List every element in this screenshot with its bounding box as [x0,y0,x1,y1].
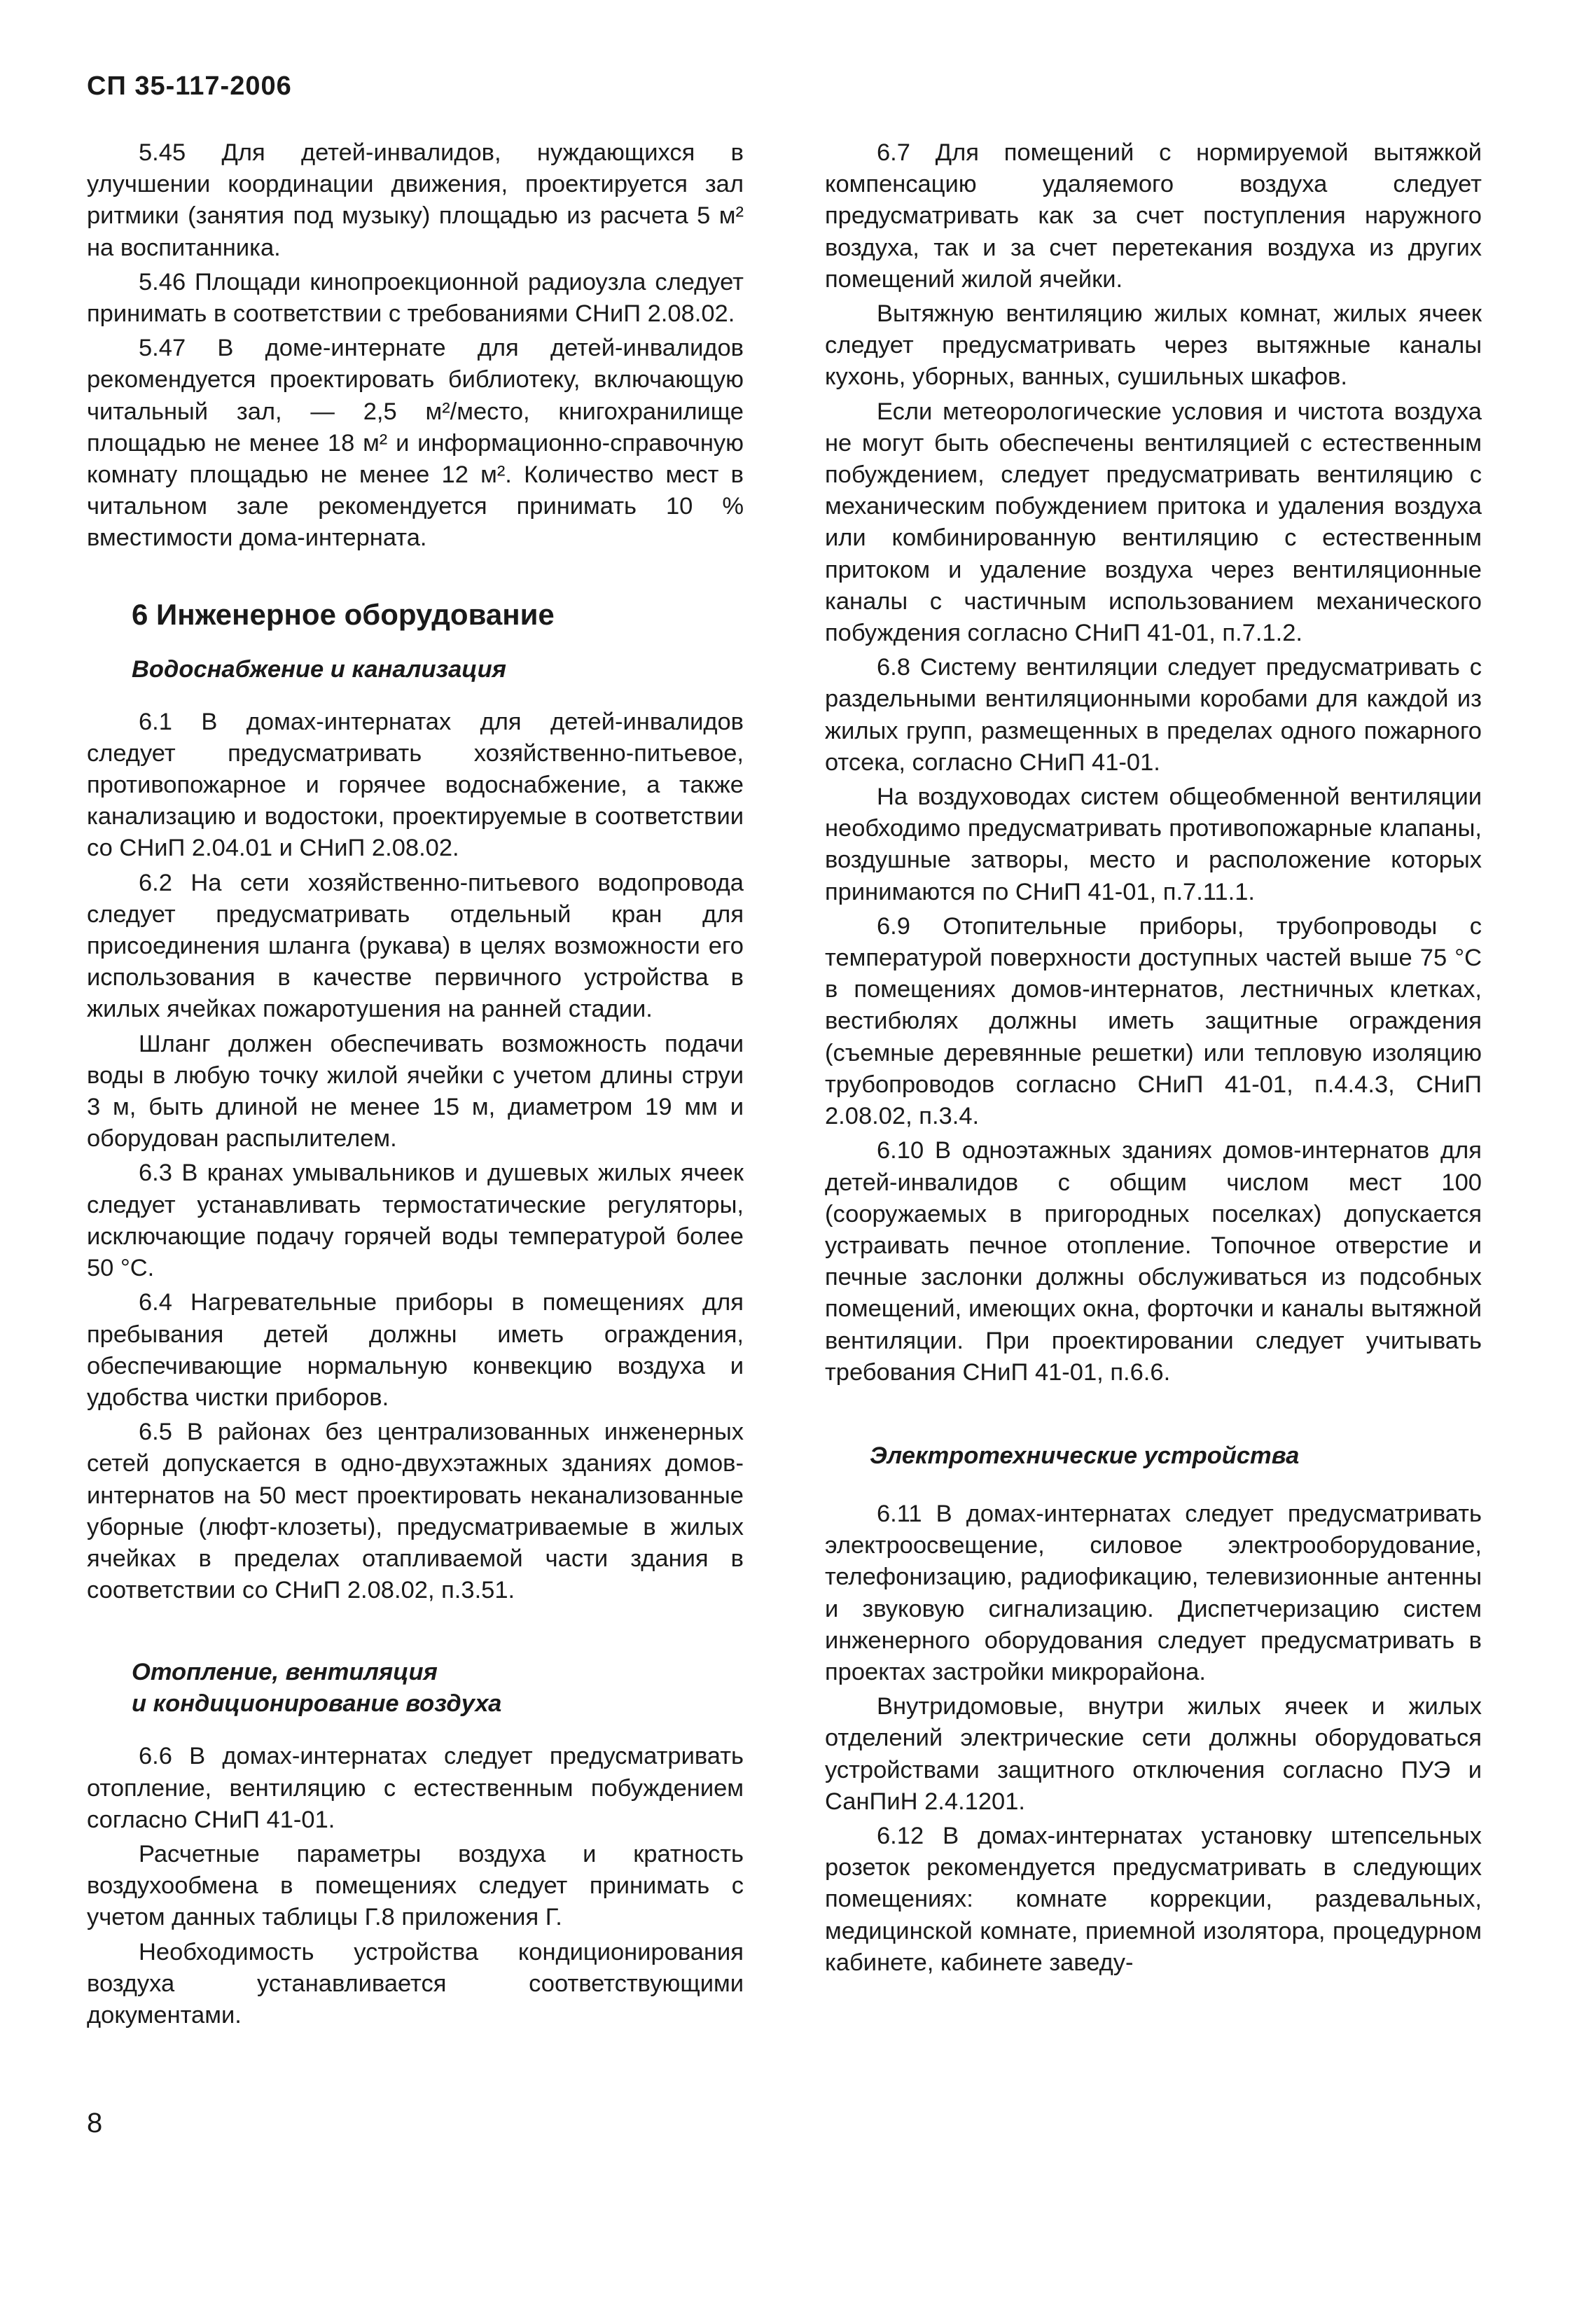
paragraph-6-10: 6.10 В одноэтажных зданиях домов-интернатов для детей-инвалидов с общим числом мест 100 (сооружаемых в пригородных поселках) допускается устраивать печное отопление. Топочное отверстие и печные заслонки должны обслуживаться из подсобных помещений, имеющих окна, форточки и каналы вытяжной вентиляции. При проектировании следует учитывать требования СНиП 41-01, п.6.6. [825,1137,1482,1386]
paragraph-6-7-exhaust: Вытяжную вентиляцию жилых комнат, жилых ячеек следует предусматривать через вытяжные каналы кухонь, уборных, ванных, сушильных шкафов. [825,300,1482,391]
paragraph-5-46: 5.46 Площади кинопроекционной радиоузла следует принимать в соответствии с требованиями СНиП 2.08.02. [87,268,744,328]
left-column [87,137,744,2034]
paragraph-6-6: 6.6 В домах-интернатах следует предусматривать отопление, вентиляцию с естественным побуждением согласно СНиП 41-01. [87,1743,744,1833]
paragraph-6-5: 6.5 В районах без централизованных инженерных сетей допускается в одно-двухэтажных зданиях домов-интернатов на 50 мест проектировать неканализованные уборные (люфт-клозеты), предусматриваемые в жилых ячейках в пределах отапливаемой части здания в соответствии со СНиП 2.08.02, п.3.51. [87,1419,744,1604]
document-code: СП 35-117-2006 [87,71,292,101]
paragraph-6-11: 6.11 В домах-интернатах следует предусматривать электроосвещение, силовое электрооборудование, телефонизацию, радиофикацию, телевизионные антенны и звуковую сигнализацию. Диспетчеризацию систем инженерного оборудования следует предусматривать в проектах застройки микрорайона. [825,1500,1482,1685]
paragraph-6-6-params: Расчетные параметры воздуха и кратность воздухообмена в помещениях следует принимать с учетом данных таблицы Г.8 приложения Г. [87,1840,744,1931]
paragraph-6-1: 6.1 В домах-интернатах для детей-инвалидов следует предусматривать хозяйственно-питьевое, противопожарное и горячее водоснабжение, а также канализацию и водостоки, проектируемые в соответствии со СНиП 2.04.01 и СНиП 2.08.02. [87,708,744,862]
paragraph-6-3: 6.3 В кранах умывальников и душевых жилых ячеек следует устанавливать термостатические регуляторы, исключающие подачу горячей воды температурой более 50 °С. [87,1160,744,1282]
page-number: 8 [87,2108,103,2138]
paragraph-6-7-mechanical: Если метеорологические условия и чистота воздуха не могут быть обеспечены вентиляцией с естественным побуждением, следует предусматривать вентиляцию с механическим побуждением притока и удаления воздуха или комбинированную вентиляцию с естественным притоком и удаление воздуха через вентиляционные каналы с частичным использованием механического побуждения согласно СНиП 41-01, п.7.1.2. [825,398,1482,647]
subsection-water: Водоснабжение и канализация [132,655,506,683]
paragraph-6-2-hose: Шланг должен обеспечивать возможность подачи воды в любую точку жилой ячейки с учетом длины струи 3 м, быть длиной не менее 15 м, диаметром 19 мм и оборудован распылителем. [87,1030,744,1153]
paragraph-6-4: 6.4 Нагревательные приборы в помещениях для пребывания детей должны иметь ограждения, обеспечивающие нормальную конвекцию воздуха и удобства чистки приборов. [87,1289,744,1411]
paragraph-5-47: 5.47 В доме-интернате для детей-инвалидов рекомендуется проектировать библиотеку, включающую читальный зал, — 2,5 м²/место, книгохранилище площадью не менее 18 м² и информационно-справочную комнату площадью не менее 12 м². Количество мест в читальном зале рекомендуется принимать 10 % вместимости дома-интерната. [87,335,744,552]
section-title: 6 Инженерное оборудование [132,597,555,631]
paragraph-6-12: 6.12 В домах-интернатах установку штепсельных розеток рекомендуется предусматривать в следующих помещениях: комнате коррекции, раздевальных, медицинской комнате, приемной изолятора, процедурном кабинете, кабинете заведу- [825,1822,1482,1976]
paragraph-6-6-conditioning: Необходимость устройства кондиционирования воздуха устанавливается соответствующими документами. [87,1938,744,2029]
paragraph-6-11-networks: Внутридомовые, внутри жилых ячеек и жилых отделений электрические сети должны оборудоваться устройствами защитного отключения согласно ПУЭ и СанПиН 2.4.1201. [825,1693,1482,1815]
paragraph-5-45: 5.45 Для детей-инвалидов, нуждающихся в улучшении координации движения, проектируется зал ритмики (занятия под музыку) площадью из расчета 5 м² на воспитанника. [87,139,744,261]
right-column [825,137,1482,1982]
subsection-heating-line-2: и кондиционирование воздуха [132,1690,502,1718]
subsection-heating-line-1: Отопление, вентиляция [132,1659,438,1686]
paragraph-6-8-dampers: На воздуховодах систем общеобменной вентиляции необходимо предусматривать противопожарные клапаны, воздушные затворы, место и расположение которых принимаются по СНиП 41-01, п.7.11.1. [825,784,1482,905]
paragraph-6-2: 6.2 На сети хозяйственно-питьевого водопровода следует предусматривать отдельный кран для присоединения шланга (рукава) в целях возможности его использования в качестве первичного устройства в жилых ячейках пожаротушения на ранней стадии. [87,869,744,1023]
subsection-heating [132,1657,744,1720]
paragraph-6-7: 6.7 Для помещений с нормируемой вытяжкой компенсацию удаляемого воздуха следует предусматривать как за счет поступления наружного воздуха, так и за счет перетекания воздуха из других помещений жилой ячейки. [825,139,1482,293]
subsection-electro: Электротехнические устройства [870,1442,1300,1469]
paragraph-6-8: 6.8 Систему вентиляции следует предусматривать с раздельными вентиляционными коробами для каждой из жилых групп, размещенных в пределах одного пожарного отсека, согласно СНиП 41-01. [825,654,1482,776]
paragraph-6-9: 6.9 Отопительные приборы, трубопроводы с температурой поверхности доступных частей выше 75 °С в помещениях домов-интернатов, лестничных клетках, вестибюлях должны иметь защитные ограждения (съемные деревянные решетки) или тепловую изоляцию трубопроводов согласно СНиП 41-01, п.4.4.3, СНиП 2.08.02, п.3.4. [825,912,1482,1130]
